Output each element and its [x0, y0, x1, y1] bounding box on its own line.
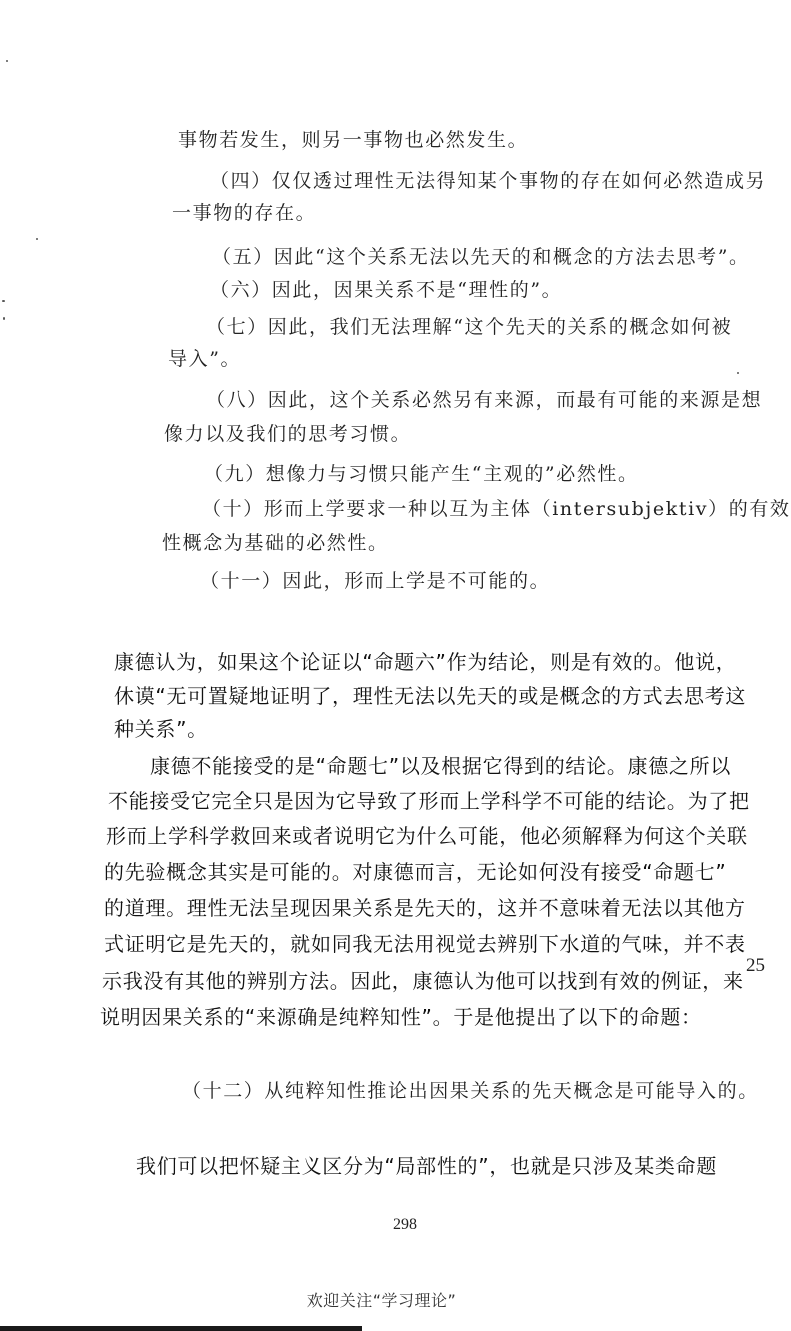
page-number: 298 — [393, 1216, 417, 1233]
quote-line: 一事物的存在。 — [172, 202, 317, 224]
scan-speck — [737, 372, 739, 374]
body-line: 休谟“无可置疑地证明了，理性无法以先天的或是概念的方式去思考这 — [114, 684, 747, 708]
scan-edge-bar — [0, 1326, 362, 1331]
body-line: 说明因果关系的“来源确是纯粹知性”。于是他提出了以下的命题： — [100, 1005, 702, 1029]
body-line: 康德认为，如果这个论证以“命题六”作为结论，则是有效的。他说， — [114, 650, 737, 674]
margin-number: 25 — [746, 955, 765, 976]
body-line-last: 我们可以把怀疑主义区分为“局部性的”，也就是只涉及某类命题 — [136, 1154, 718, 1178]
quote-line: 事物若发生，则另一事物也必然发生。 — [178, 129, 529, 151]
quote-line: （十）形而上学要求一种以互为主体（intersubjektiv）的有效 — [202, 498, 791, 520]
scan-speck — [3, 317, 5, 320]
proposition-twelve: （十二）从纯粹知性推论出因果关系的先天概念是可能导入的。 — [182, 1080, 759, 1102]
quote-line: （七）因此，我们无法理解“这个先天的关系的概念如何被 — [206, 316, 733, 338]
body-line: 的道理。理性无法呈现因果关系是先天的，这并不意味着无法以其他方 — [104, 896, 746, 920]
body-line: 形而上学科学救回来或者说明它为什么可能，他必须解释为何这个关联 — [106, 824, 748, 848]
body-line: 不能接受它完全只是因为它导致了形而上学科学不可能的结论。为了把 — [108, 789, 750, 813]
scan-speck — [36, 238, 38, 240]
footer-watermark: 欢迎关注“学习理论” — [306, 1291, 457, 1310]
scan-speck — [6, 60, 8, 62]
body-line: 式证明它是先天的，就如同我无法用视觉去辨别下水道的气味，并不表 — [104, 932, 746, 956]
quote-line: 像力以及我们的思考习惯。 — [164, 423, 412, 445]
quote-line: （六）因此，因果关系不是“理性的”。 — [210, 279, 563, 301]
quote-line: （四）仅仅透过理性无法得知某个事物的存在如何必然造成另 — [210, 170, 767, 192]
body-line: 康德不能接受的是“命题七”以及根据它得到的结论。康德之所以 — [150, 754, 732, 778]
quote-line: 导入”。 — [168, 348, 242, 370]
body-line: 的先验概念其实是可能的。对康德而言，无论如何没有接受“命题七” — [104, 860, 727, 884]
quote-line: 性概念为基础的必然性。 — [162, 532, 389, 554]
quote-line: （十一）因此，形而上学是不可能的。 — [200, 570, 551, 592]
quote-line: （五）因此“这个关系无法以先天的和概念的方法去思考”。 — [212, 246, 750, 268]
quote-line: （九）想像力与习惯只能产生“主观的”必然性。 — [204, 463, 639, 485]
quote-line: （八）因此，这个关系必然另有来源，而最有可能的来源是想 — [206, 389, 763, 411]
body-line: 示我没有其他的辨别方法。因此，康德认为他可以找到有效的例证，来 — [102, 969, 744, 993]
scan-speck — [2, 300, 5, 302]
body-line: 种关系”。 — [114, 717, 208, 741]
